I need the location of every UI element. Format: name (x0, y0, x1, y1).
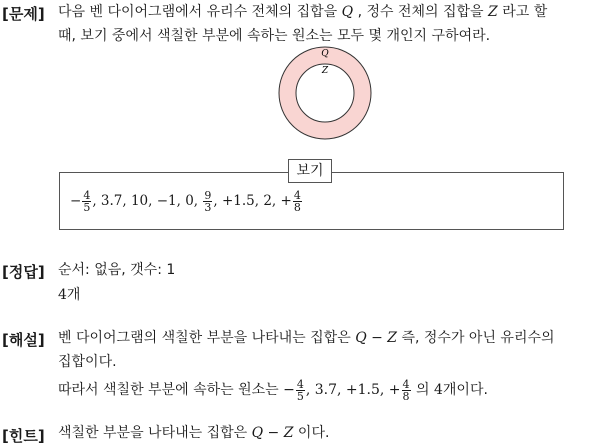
fraction-denominator: 8 (293, 201, 301, 214)
solution-text: 즉, 정수가 아닌 유리수의 (397, 330, 555, 346)
answer-line-1: 순서: 없음, 갯수: 1 (58, 262, 176, 278)
problem-text: 라고 할 (497, 4, 548, 20)
problem-text: 다음 벤 다이어그램에서 유리수 전체의 집합을 (58, 4, 342, 20)
inner-set-label: Z (321, 66, 329, 76)
fraction-denominator: 5 (83, 201, 91, 214)
hint-text: 이다. (293, 425, 330, 441)
fraction-numerator: 4 (83, 189, 91, 202)
fraction-numerator: 4 (296, 377, 304, 391)
solution-count: 4 (433, 382, 443, 398)
fraction-denominator: 5 (296, 389, 304, 403)
problem-line-1 (58, 0, 547, 24)
solution-text: 개이다. (442, 382, 488, 398)
solution-line-1 (58, 326, 555, 350)
fraction-9-3 (203, 190, 212, 213)
solution-text: 벤 다이어그램의 색칠한 부분을 나타내는 집합은 (58, 330, 356, 346)
fraction-numerator: 9 (204, 189, 212, 202)
fraction-numerator: 4 (402, 377, 410, 391)
hint-line (58, 421, 329, 445)
fraction-4-8 (293, 190, 302, 213)
answer-unit: 개 (66, 287, 81, 303)
set-q-symbol: Q (341, 4, 354, 20)
fraction-4-5 (82, 190, 91, 213)
solution-line-3 (58, 372, 488, 408)
fraction-4-5 (296, 379, 305, 402)
fraction-4-8 (402, 379, 411, 402)
minus-sign: − (70, 193, 82, 209)
answer-line-2 (58, 283, 80, 307)
solution-text: 따라서 색칠한 부분에 속하는 원소는 − (58, 382, 295, 398)
solution-label: [해설] (2, 331, 45, 349)
fraction-denominator: 3 (204, 201, 212, 214)
items-tail: , +1.5, 2, + (213, 193, 292, 209)
outer-set-label: Q (321, 49, 329, 59)
fraction-numerator: 4 (293, 189, 301, 202)
solution-values: , 3.7, +1.5, + (305, 382, 401, 398)
hint-text: 색칠한 부분을 나타내는 집합은 (58, 425, 252, 441)
venn-diagram (270, 45, 380, 155)
items-middle: , 3.7, 10, −1, 0, (92, 193, 203, 209)
answer-count: 4 (58, 287, 67, 303)
problem-line-2: 때, 보기 중에서 색칠한 부분에 속하는 원소는 모두 몇 개인지 구하여라. (58, 28, 491, 44)
set-z-symbol: Z (488, 4, 498, 20)
solution-line-2: 집합이다. (58, 354, 117, 370)
hint-label: [힌트] (2, 427, 45, 445)
answer-label: [정답] (2, 263, 45, 281)
fraction-denominator: 8 (402, 389, 410, 403)
example-box-items (70, 183, 303, 219)
solution-text: 의 (411, 382, 434, 398)
problem-label: [문제] (2, 5, 45, 23)
set-difference-expr: Q − Z (355, 330, 398, 346)
set-difference-expr: Q − Z (251, 425, 294, 441)
example-box-title: 보기 (288, 159, 332, 183)
problem-text: , 정수 전체의 집합을 (353, 4, 489, 20)
